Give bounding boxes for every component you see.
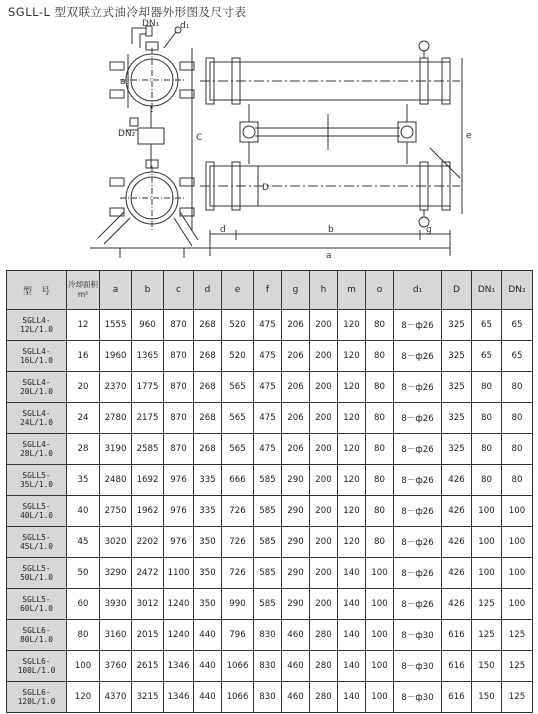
- value-cell: 8－ф26: [394, 310, 442, 341]
- value-cell: 1555: [100, 310, 132, 341]
- value-cell: 200: [310, 310, 338, 341]
- value-cell: 80: [472, 372, 502, 403]
- D-label: D: [262, 183, 269, 193]
- lower-shell-front-view: [200, 148, 460, 227]
- value-cell: 80: [366, 341, 394, 372]
- value-cell: 120: [338, 372, 366, 403]
- value-cell: 200: [310, 496, 338, 527]
- value-cell: 565: [222, 403, 254, 434]
- value-cell: 990: [222, 589, 254, 620]
- upper-shell-side-view: [110, 26, 194, 112]
- model-cell: SGLL4-28L/1.0: [7, 434, 67, 465]
- value-cell: 140: [338, 558, 366, 589]
- value-cell: 325: [442, 434, 472, 465]
- value-cell: 426: [442, 527, 472, 558]
- value-cell: 100: [366, 589, 394, 620]
- value-cell: 830: [254, 682, 282, 713]
- value-cell: 20: [67, 372, 100, 403]
- table-row: [7, 341, 533, 372]
- value-cell: 726: [222, 527, 254, 558]
- value-cell: 8－ф26: [394, 341, 442, 372]
- value-cell: 120: [338, 527, 366, 558]
- value-cell: 12: [67, 310, 100, 341]
- value-cell: 870: [164, 434, 194, 465]
- value-cell: 65: [502, 341, 533, 372]
- value-cell: 60: [67, 589, 100, 620]
- value-cell: 100: [502, 558, 533, 589]
- value-cell: 350: [194, 558, 222, 589]
- value-cell: 100: [366, 558, 394, 589]
- value-cell: 565: [222, 434, 254, 465]
- value-cell: 120: [338, 496, 366, 527]
- value-cell: 280: [310, 682, 338, 713]
- dimension-table: [6, 270, 533, 713]
- value-cell: 80: [502, 465, 533, 496]
- value-cell: 3215: [132, 682, 164, 713]
- value-cell: 666: [222, 465, 254, 496]
- value-cell: 325: [442, 341, 472, 372]
- value-cell: 206: [282, 310, 310, 341]
- value-cell: 585: [254, 496, 282, 527]
- model-cell: SGLL4-20L/1.0: [7, 372, 67, 403]
- value-cell: 2015: [132, 620, 164, 651]
- value-cell: 125: [502, 620, 533, 651]
- value-cell: 8－ф26: [394, 558, 442, 589]
- value-cell: 125: [502, 651, 533, 682]
- value-cell: 280: [310, 620, 338, 651]
- value-cell: 8－ф30: [394, 682, 442, 713]
- value-cell: 3160: [100, 620, 132, 651]
- value-cell: 40: [67, 496, 100, 527]
- value-cell: 8－ф26: [394, 403, 442, 434]
- value-cell: 80: [472, 403, 502, 434]
- value-cell: 120: [338, 465, 366, 496]
- value-cell: 1960: [100, 341, 132, 372]
- table-row: [7, 558, 533, 589]
- model-cell: SGLL6-100L/1.0: [7, 651, 67, 682]
- value-cell: 80: [502, 403, 533, 434]
- value-cell: 50: [67, 558, 100, 589]
- value-cell: 290: [282, 465, 310, 496]
- c-label: C: [196, 133, 203, 143]
- d-label: d: [220, 225, 226, 235]
- value-cell: 976: [164, 496, 194, 527]
- value-cell: 268: [194, 372, 222, 403]
- value-cell: 290: [282, 589, 310, 620]
- table-row: [7, 465, 533, 496]
- value-cell: 200: [310, 341, 338, 372]
- value-cell: 200: [310, 465, 338, 496]
- value-cell: 460: [282, 682, 310, 713]
- value-cell: 80: [67, 620, 100, 651]
- dn2-label: DN₂: [118, 129, 136, 139]
- a-side-label: a: [120, 77, 126, 87]
- table-row: [7, 651, 533, 682]
- value-cell: 3190: [100, 434, 132, 465]
- cooler-outline-drawing: [80, 18, 530, 268]
- value-cell: 80: [366, 465, 394, 496]
- value-cell: 8－ф26: [394, 589, 442, 620]
- table-header-row: [7, 271, 533, 310]
- value-cell: 325: [442, 403, 472, 434]
- value-cell: 1346: [164, 651, 194, 682]
- value-cell: 2615: [132, 651, 164, 682]
- value-cell: 120: [338, 341, 366, 372]
- value-cell: 100: [502, 496, 533, 527]
- value-cell: 268: [194, 341, 222, 372]
- value-cell: 100: [502, 589, 533, 620]
- header-o: o: [366, 271, 394, 310]
- value-cell: 290: [282, 558, 310, 589]
- table-row: [7, 434, 533, 465]
- value-cell: 80: [472, 434, 502, 465]
- value-cell: 120: [338, 403, 366, 434]
- value-cell: 8－ф30: [394, 651, 442, 682]
- value-cell: 440: [194, 620, 222, 651]
- model-cell: SGLL5-50L/1.0: [7, 558, 67, 589]
- header-model: 型 号: [7, 271, 67, 310]
- header-dn1: DN₁: [472, 271, 502, 310]
- value-cell: 616: [442, 682, 472, 713]
- value-cell: 1692: [132, 465, 164, 496]
- value-cell: 460: [282, 651, 310, 682]
- value-cell: 140: [338, 651, 366, 682]
- value-cell: 3012: [132, 589, 164, 620]
- value-cell: 2750: [100, 496, 132, 527]
- value-cell: 2480: [100, 465, 132, 496]
- table-row: [7, 496, 533, 527]
- value-cell: 24: [67, 403, 100, 434]
- header-d1: d₁: [394, 271, 442, 310]
- value-cell: 1240: [164, 620, 194, 651]
- table-row: [7, 589, 533, 620]
- value-cell: 585: [254, 527, 282, 558]
- table-row: [7, 527, 533, 558]
- value-cell: 80: [366, 434, 394, 465]
- b-label: b: [328, 225, 334, 235]
- header-f: f: [254, 271, 282, 310]
- value-cell: 726: [222, 558, 254, 589]
- header-area: 冷却面积 m²: [67, 271, 100, 310]
- value-cell: 120: [338, 434, 366, 465]
- model-cell: SGLL5-35L/1.0: [7, 465, 67, 496]
- value-cell: 100: [366, 682, 394, 713]
- value-cell: 796: [222, 620, 254, 651]
- value-cell: 325: [442, 372, 472, 403]
- value-cell: 616: [442, 651, 472, 682]
- value-cell: 350: [194, 527, 222, 558]
- value-cell: 726: [222, 496, 254, 527]
- value-cell: 520: [222, 341, 254, 372]
- value-cell: 475: [254, 341, 282, 372]
- value-cell: 100: [67, 651, 100, 682]
- value-cell: 1775: [132, 372, 164, 403]
- value-cell: 150: [472, 682, 502, 713]
- value-cell: 1962: [132, 496, 164, 527]
- header-e: e: [222, 271, 254, 310]
- value-cell: 475: [254, 310, 282, 341]
- value-cell: 290: [282, 527, 310, 558]
- table-row: [7, 403, 533, 434]
- header-dn2: DN₂: [502, 271, 533, 310]
- model-cell: SGLL4-16L/1.0: [7, 341, 67, 372]
- value-cell: 870: [164, 403, 194, 434]
- value-cell: 8－ф26: [394, 496, 442, 527]
- value-cell: 268: [194, 434, 222, 465]
- value-cell: 1240: [164, 589, 194, 620]
- value-cell: 35: [67, 465, 100, 496]
- value-cell: 120: [338, 310, 366, 341]
- value-cell: 125: [472, 589, 502, 620]
- value-cell: 65: [502, 310, 533, 341]
- value-cell: 350: [194, 589, 222, 620]
- value-cell: 3020: [100, 527, 132, 558]
- value-cell: 2585: [132, 434, 164, 465]
- value-cell: 100: [472, 496, 502, 527]
- model-cell: SGLL5-40L/1.0: [7, 496, 67, 527]
- value-cell: 200: [310, 527, 338, 558]
- value-cell: 1066: [222, 651, 254, 682]
- value-cell: 140: [338, 589, 366, 620]
- value-cell: 2472: [132, 558, 164, 589]
- value-cell: 2370: [100, 372, 132, 403]
- model-cell: SGLL5-45L/1.0: [7, 527, 67, 558]
- header-b: b: [132, 271, 164, 310]
- value-cell: 8－ф26: [394, 465, 442, 496]
- table-row: [7, 372, 533, 403]
- value-cell: 8－ф26: [394, 434, 442, 465]
- header-d: d: [194, 271, 222, 310]
- value-cell: 4370: [100, 682, 132, 713]
- value-cell: 65: [472, 310, 502, 341]
- value-cell: 150: [472, 651, 502, 682]
- g-label: g: [426, 225, 432, 235]
- value-cell: 80: [366, 372, 394, 403]
- value-cell: 2780: [100, 403, 132, 434]
- value-cell: 960: [132, 310, 164, 341]
- value-cell: 140: [338, 682, 366, 713]
- value-cell: 206: [282, 403, 310, 434]
- value-cell: 1365: [132, 341, 164, 372]
- value-cell: 2175: [132, 403, 164, 434]
- value-cell: 335: [194, 496, 222, 527]
- value-cell: 426: [442, 496, 472, 527]
- value-cell: 830: [254, 620, 282, 651]
- value-cell: 28: [67, 434, 100, 465]
- value-cell: 460: [282, 620, 310, 651]
- value-cell: 100: [472, 527, 502, 558]
- value-cell: 1100: [164, 558, 194, 589]
- value-cell: 585: [254, 465, 282, 496]
- table-row: [7, 682, 533, 713]
- value-cell: 125: [472, 620, 502, 651]
- value-cell: 200: [310, 403, 338, 434]
- value-cell: 200: [310, 589, 338, 620]
- value-cell: 80: [366, 403, 394, 434]
- value-cell: 125: [502, 682, 533, 713]
- value-cell: 100: [366, 620, 394, 651]
- value-cell: 100: [366, 651, 394, 682]
- value-cell: 80: [366, 310, 394, 341]
- page-title: SGLL-L 型双联立式油冷却器外形图及尺寸表: [8, 5, 247, 19]
- value-cell: 200: [310, 372, 338, 403]
- value-cell: 268: [194, 403, 222, 434]
- model-cell: SGLL5-60L/1.0: [7, 589, 67, 620]
- value-cell: 290: [282, 496, 310, 527]
- table-row: [7, 310, 533, 341]
- value-cell: 45: [67, 527, 100, 558]
- model-cell: SGLL4-24L/1.0: [7, 403, 67, 434]
- value-cell: 80: [502, 434, 533, 465]
- value-cell: 440: [194, 651, 222, 682]
- model-cell: SGLL4-12L/1.0: [7, 310, 67, 341]
- value-cell: 520: [222, 310, 254, 341]
- header-a: a: [100, 271, 132, 310]
- model-cell: SGLL6-120L/1.0: [7, 682, 67, 713]
- upper-shell-front-view: [200, 41, 460, 104]
- value-cell: 3760: [100, 651, 132, 682]
- value-cell: 325: [442, 310, 472, 341]
- value-cell: 3930: [100, 589, 132, 620]
- value-cell: 440: [194, 682, 222, 713]
- value-cell: 206: [282, 341, 310, 372]
- value-cell: 268: [194, 310, 222, 341]
- value-cell: 206: [282, 372, 310, 403]
- value-cell: 8－ф26: [394, 527, 442, 558]
- value-cell: 426: [442, 589, 472, 620]
- value-cell: 475: [254, 434, 282, 465]
- value-cell: 280: [310, 651, 338, 682]
- value-cell: 100: [502, 527, 533, 558]
- a-label: a: [326, 251, 332, 261]
- value-cell: 140: [338, 620, 366, 651]
- value-cell: 200: [310, 434, 338, 465]
- value-cell: 80: [366, 496, 394, 527]
- value-cell: 80: [472, 465, 502, 496]
- value-cell: 65: [472, 341, 502, 372]
- value-cell: 206: [282, 434, 310, 465]
- table-body: [7, 310, 533, 713]
- value-cell: 8－ф30: [394, 620, 442, 651]
- header-g: g: [282, 271, 310, 310]
- d1-label: d₁: [180, 21, 190, 31]
- value-cell: 120: [67, 682, 100, 713]
- value-cell: 475: [254, 372, 282, 403]
- header-D: D: [442, 271, 472, 310]
- value-cell: 616: [442, 620, 472, 651]
- header-h: h: [310, 271, 338, 310]
- dn1-label: DN₁: [142, 19, 160, 29]
- value-cell: 1346: [164, 682, 194, 713]
- value-cell: 585: [254, 589, 282, 620]
- table-row: [7, 620, 533, 651]
- value-cell: 976: [164, 465, 194, 496]
- value-cell: 976: [164, 527, 194, 558]
- value-cell: 426: [442, 465, 472, 496]
- value-cell: 2202: [132, 527, 164, 558]
- value-cell: 565: [222, 372, 254, 403]
- bypass-pipe-front-view: [240, 104, 416, 164]
- value-cell: 585: [254, 558, 282, 589]
- value-cell: 200: [310, 558, 338, 589]
- model-cell: SGLL6-80L/1.0: [7, 620, 67, 651]
- value-cell: 830: [254, 651, 282, 682]
- value-cell: 426: [442, 558, 472, 589]
- value-cell: 16: [67, 341, 100, 372]
- header-c: c: [164, 271, 194, 310]
- value-cell: 8－ф26: [394, 372, 442, 403]
- value-cell: 100: [472, 558, 502, 589]
- value-cell: 335: [194, 465, 222, 496]
- value-cell: 1066: [222, 682, 254, 713]
- value-cell: 870: [164, 372, 194, 403]
- value-cell: 80: [502, 372, 533, 403]
- value-cell: 870: [164, 341, 194, 372]
- value-cell: 475: [254, 403, 282, 434]
- e-label: e: [466, 131, 472, 141]
- value-cell: 870: [164, 310, 194, 341]
- value-cell: 80: [366, 527, 394, 558]
- header-m: m: [338, 271, 366, 310]
- value-cell: 3290: [100, 558, 132, 589]
